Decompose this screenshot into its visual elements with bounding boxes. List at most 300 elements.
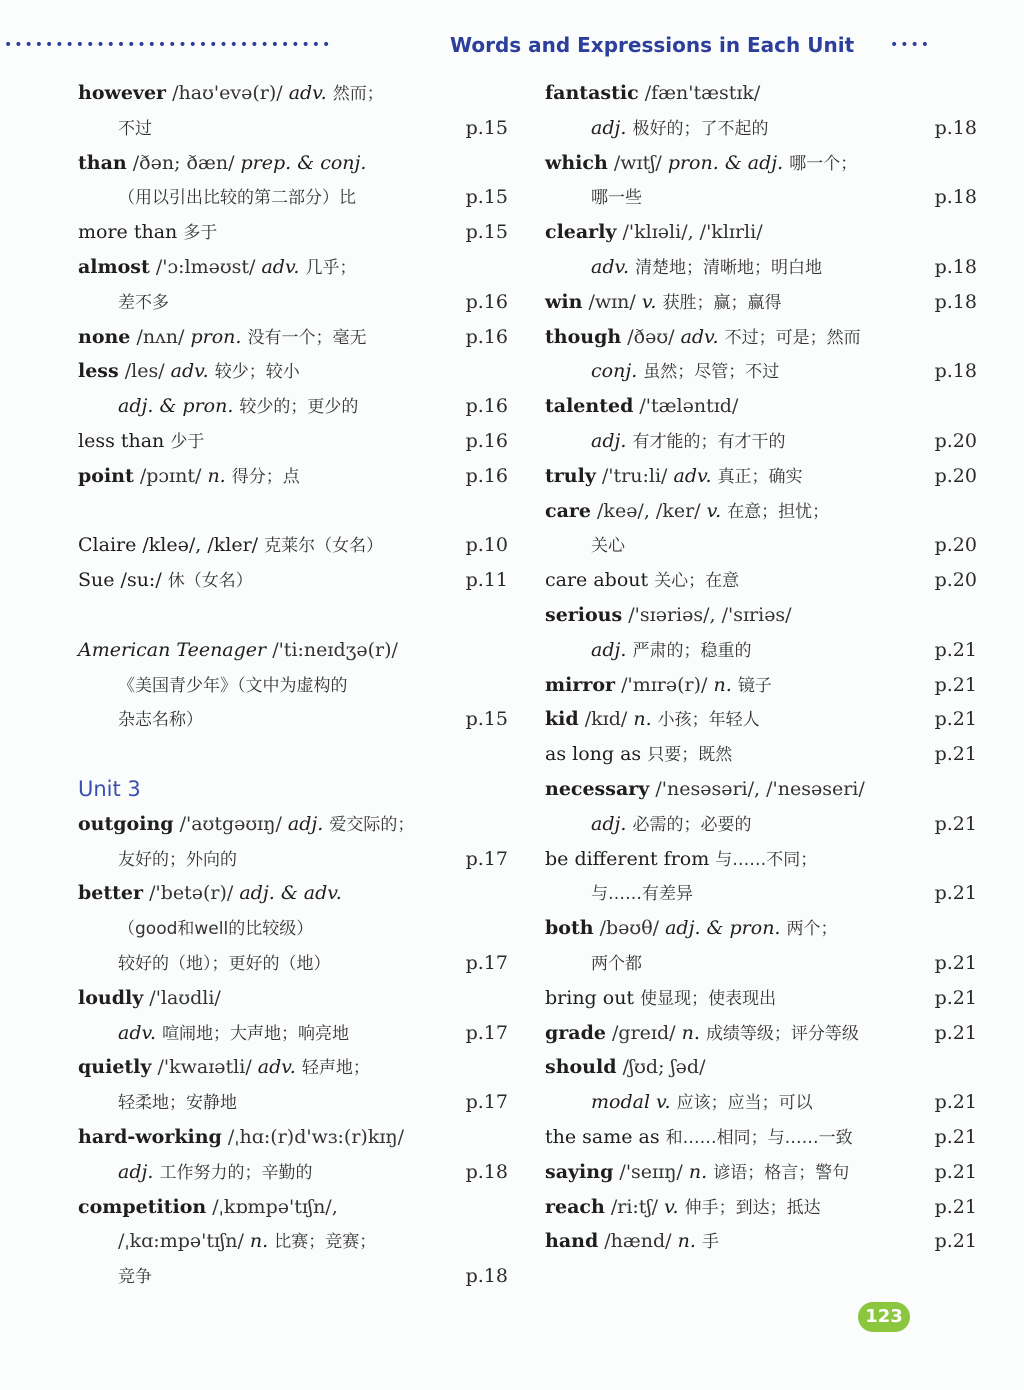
part-of-speech: n. [633,708,652,731]
definition: 与……不同； [715,849,818,870]
phonetic: /kɪd/ [584,708,628,731]
definition: 关心；在意 [654,571,740,592]
entry-text [78,807,414,843]
vocab-entry [545,459,985,494]
definition: 只要；既然 [647,745,733,766]
page-reference: p.21 [934,1160,977,1183]
page-reference: p.16 [465,464,508,487]
definition: 不过；可是；然而 [724,327,861,348]
definition: 工作努力的；辛勤的 [159,1162,313,1183]
headword: though [545,325,622,348]
entry-text [545,215,763,250]
entry-continuation [545,946,985,981]
header-dotted-rule-right: •••• [890,37,932,53]
definition: 哪一些 [591,188,642,209]
headword: care [545,499,591,522]
entry-text [78,389,358,425]
vocab-entry [545,494,985,529]
entry-text [545,250,822,286]
entry-text [545,459,803,495]
phonetic: /'betə(r)/ [149,882,234,905]
definition: （用以引出比较的第二部分）比 [118,188,356,209]
headword: both [545,917,594,940]
phonetic: /ˌkɒmpə'tɪʃn/, [212,1195,338,1218]
entry-text [78,946,331,982]
page-reference: p.21 [934,1091,977,1114]
headword: win [545,290,583,313]
phrase: be different from [545,847,710,870]
definition: 竞争 [118,1267,152,1288]
definition: 两个； [786,919,838,940]
vocab-entry [545,702,985,737]
phonetic: /pɔɪnt/ [139,464,202,487]
entry-text [545,807,751,843]
entry-text [545,320,861,356]
part-of-speech: n. [688,1160,708,1183]
vocab-entry [545,320,985,355]
vocab-entry [545,772,985,807]
entry-text [78,111,152,147]
vocab-entry [545,1016,985,1051]
phonetic: /'ti:neɪdʒə(r)/ [272,638,398,661]
entry-text [545,1120,853,1156]
definition: 虽然；尽管；不过 [643,362,780,383]
definition: 小孩；年轻人 [657,710,760,731]
page-reference: p.18 [934,360,977,383]
vocab-entry [78,76,518,111]
page-reference: p.18 [934,116,977,139]
part-of-speech: adv. [170,360,209,383]
page-reference: p.11 [465,569,508,592]
entry-continuation [78,1224,518,1259]
entry-text [545,528,625,564]
page-reference: p.21 [934,1125,977,1148]
phonetic: /fæn'tæstɪk/ [644,82,761,104]
entry-continuation [78,1016,518,1051]
entry-continuation [78,842,518,877]
page-reference: p.21 [934,638,977,661]
entry-text [545,772,865,807]
header-title: Words and Expressions in Each Unit [450,33,855,57]
phonetic: /greɪd/ [612,1021,676,1044]
part-of-speech: adv. [257,1056,296,1079]
headword: should [545,1056,617,1079]
part-of-speech: v. [641,290,657,313]
vocab-entry [545,842,985,877]
page-reference: p.16 [465,325,508,348]
entry-text [78,911,313,947]
definition: 《美国青少年》（文中为虚构的 [118,675,348,696]
part-of-speech: adv. [591,255,630,278]
vocab-entry [78,215,518,250]
page-reference: p.20 [934,534,977,557]
entry-text [78,76,384,112]
vocab-entry [78,633,518,668]
definition: 手 [701,1232,719,1253]
entry-continuation [78,1155,518,1190]
phrase: less than [78,429,165,452]
entry-text [78,981,221,1016]
headword: better [78,882,144,905]
headword: reach [545,1195,605,1218]
entry-text [78,354,300,390]
part-of-speech: adj. [287,812,324,835]
vocab-entry [545,1120,985,1155]
header-dotted-rule-left: •••••••••••••••••••••••••••••••• [4,37,333,53]
entry-text [545,1190,821,1226]
right-column [545,76,985,1259]
page-reference: p.21 [934,673,977,696]
headword: kid [545,708,579,731]
entry-continuation [545,250,985,285]
entry-continuation [545,354,985,389]
part-of-speech: n. [677,1230,696,1253]
definition: 得分；点 [231,466,300,487]
headword: loudly [78,986,144,1009]
part-of-speech: adv. [261,255,300,278]
definition: 严肃的；稳重的 [632,640,752,661]
headword: quietly [78,1056,152,1079]
vocab-entry [78,146,518,181]
definition: 清楚地；清晰地；明白地 [635,257,823,278]
part-of-speech: adj. & pron. [665,917,781,940]
definition: 休（女名） [167,571,253,592]
entry-continuation [78,1259,518,1294]
page-reference: p.18 [934,290,977,313]
vocab-entry [78,981,518,1016]
page-reference: p.18 [934,255,977,278]
vocab-entry [78,528,518,563]
entry-continuation [545,633,985,668]
entry-continuation [78,911,518,946]
entry-continuation [545,807,985,842]
part-of-speech: adv. [673,464,712,487]
vocab-entry [78,1050,518,1085]
headword: point [78,464,134,487]
entry-text [545,598,792,633]
entry-text [78,876,342,911]
page-reference: p.21 [934,986,977,1009]
entry-text [545,1224,719,1260]
headword: almost [78,255,150,278]
definition: 关心 [591,536,625,557]
definition: 应该；应当；可以 [676,1093,813,1114]
entry-continuation [78,668,518,703]
vocab-entry [545,563,985,598]
phonetic: /hænd/ [604,1230,672,1253]
part-of-speech: adj. [591,116,627,139]
headword: hand [545,1230,599,1253]
entry-text [78,285,169,321]
phonetic: /keə/, /ker/ [597,499,701,522]
entry-text [545,737,732,773]
entry-continuation [78,946,518,981]
phrase: as long as [545,743,642,766]
definition: 多于 [183,223,218,244]
entry-text [545,494,829,530]
entry-text [78,633,398,668]
section-spacer [78,494,518,529]
page-reference: p.21 [934,1021,977,1044]
definition: 比赛；竞赛； [274,1232,377,1253]
definition: 没有一个；毫无 [247,327,367,348]
page-reference: p.15 [465,116,508,139]
entry-continuation [545,180,985,215]
part-of-speech: adj. [591,812,627,835]
phonetic: /ri:tʃ/ [610,1195,659,1218]
page-reference: p.17 [465,847,508,870]
page-reference: p.21 [934,1195,977,1218]
page-reference: p.16 [465,395,508,418]
entry-text [545,1155,849,1191]
part-of-speech: n. [249,1230,269,1253]
vocab-entry [545,737,985,772]
phonetic: /'tru:li/ [601,464,668,487]
entry-text [545,668,772,704]
part-of-speech: adj. [118,1160,154,1183]
part-of-speech: adv. [680,325,719,348]
definition: 两个都 [591,953,642,974]
part-of-speech: adj. & adv. [239,882,342,905]
phonetic: /'mɪrə(r)/ [621,673,708,696]
phonetic: /'sɪəriəs/, /'sɪriəs/ [628,603,792,626]
phonetic: /ˌhɑ:(r)d'wɜ:(r)kɪŋ/ [227,1125,405,1148]
definition: 必需的；必要的 [632,814,752,835]
page-reference: p.20 [934,569,977,592]
entry-continuation [78,1085,518,1120]
entry-text [78,1085,237,1121]
entry-text [78,459,300,495]
phonetic: /ʃʊd; ʃəd/ [622,1056,706,1079]
headword: than [78,151,127,174]
entry-text [545,180,642,216]
entry-text [78,1016,349,1052]
vocab-entry [545,146,985,181]
entry-text [78,1120,404,1155]
vocab-entry [78,807,518,842]
definition: 杂志名称） [118,710,203,731]
entry-continuation [545,876,985,911]
phrase: more than [78,221,178,244]
definition: 极好的；了不起的 [632,118,769,139]
entry-text [545,76,760,111]
vocab-entry [545,911,985,946]
entry-text [545,111,768,147]
entry-text [545,1016,859,1052]
entry-text [545,702,760,738]
phonetic: /bəʊθ/ [599,917,660,940]
part-of-speech: n. [681,1021,700,1044]
definition: 较少的；更少的 [239,397,359,418]
definition: 克莱尔（女名） [264,536,384,557]
vocab-entry [78,1190,518,1225]
definition: 几乎； [305,257,357,278]
definition: 哪一个； [789,153,858,174]
definition: 较好的（地）；更好的（地） [118,953,331,974]
page-reference: p.15 [465,186,508,209]
page-reference: p.21 [934,812,977,835]
page-reference: p.16 [465,429,508,452]
entry-text [545,1085,813,1121]
entry-text [545,146,857,182]
definition: 差不多 [118,292,169,313]
entry-text [78,702,203,738]
part-of-speech: pron. [190,325,242,348]
vocab-entry [78,459,518,494]
definition: 使显现；使表现出 [640,988,777,1009]
headword: however [78,82,167,104]
entry-text [78,1224,376,1260]
entry-continuation [78,389,518,424]
vocab-entry [545,215,985,250]
entry-text [545,911,838,947]
part-of-speech: v. [706,499,722,522]
part-of-speech: adj. [591,429,627,452]
headword: saying [545,1160,614,1183]
part-of-speech: adj. [591,638,627,661]
headword: which [545,151,608,174]
page-reference: p.18 [465,1160,508,1183]
vocab-entry [545,285,985,320]
entry-text [545,842,817,878]
entry-text [545,354,779,390]
entry-continuation [545,1085,985,1120]
entry-continuation [78,285,518,320]
page-reference: p.21 [934,882,977,905]
vocab-entry [78,424,518,459]
part-of-speech: adj. & pron. [118,395,234,418]
entry-text [78,1050,370,1086]
page-reference: p.18 [934,186,977,209]
phrase: Sue /su:/ [78,569,162,592]
entry-text [78,528,383,564]
entry-continuation [545,528,985,563]
entry-text [545,946,642,982]
phonetic: /les/ [124,360,165,383]
definition: 镜子 [737,675,772,696]
entry-text [78,563,253,599]
page-reference: p.18 [465,1265,508,1288]
definition: 成绩等级；评分等级 [705,1023,859,1044]
phonetic: /'aʊtgəʊɪŋ/ [179,812,282,835]
page-header [0,28,1024,62]
part-of-speech: v. [664,1195,679,1218]
vocab-entry [545,1155,985,1190]
headword: outgoing [78,812,174,835]
page-reference: p.17 [465,1091,508,1114]
vocab-entry [545,981,985,1016]
vocab-entry [545,668,985,703]
entry-text [78,215,217,251]
phrase: the same as [545,1125,660,1148]
vocab-entry [78,563,518,598]
page-number-badge: 123 [858,1302,910,1332]
page-reference: p.20 [934,464,977,487]
headword: mirror [545,673,616,696]
entry-text [545,1050,705,1085]
definition: 有才能的；有才干的 [632,431,786,452]
entry-text [78,1259,152,1295]
vocab-entry [545,1190,985,1225]
vocab-entry [78,876,518,911]
phonetic: /'ɔ:lməʊst/ [155,255,256,278]
definition: 少于 [170,431,205,452]
page-reference: p.16 [465,290,508,313]
page-reference: p.15 [465,221,508,244]
part-of-speech: n. [207,464,226,487]
proper-noun: American Teenager [78,638,267,661]
headword: competition [78,1195,207,1218]
vocab-entry [78,354,518,389]
left-column [78,76,518,1294]
page-reference: p.21 [934,743,977,766]
page-reference: p.10 [465,534,508,557]
page-reference: p.15 [465,708,508,731]
phonetic: /'klɪəli/, /'klɪrli/ [622,221,763,244]
entry-text [545,876,693,912]
vocab-entry [545,389,985,424]
definition: 爱交际的； [329,814,415,835]
entry-continuation [78,111,518,146]
definition: 与……有差异 [591,884,693,905]
page-reference: p.21 [934,1230,977,1253]
part-of-speech: modal v. [591,1091,671,1114]
phrase: bring out [545,986,635,1009]
phonetic: /nʌn/ [136,325,185,348]
entry-text [78,250,357,286]
headword: grade [545,1021,606,1044]
vocab-entry [545,598,985,633]
entry-text [545,563,739,599]
entry-text [78,842,237,878]
definition: 谚语；格言；警句 [713,1162,850,1183]
phonetic: /wɪn/ [588,290,636,313]
definition: 较少；较小 [214,362,300,383]
entry-text [78,424,204,460]
part-of-speech: prep. & conj. [240,151,367,174]
definition: 友好的；外向的 [118,849,237,870]
phonetic: /'laʊdli/ [149,986,221,1009]
entry-text [78,180,356,216]
phrase: Claire /kleə/, /kler/ [78,534,259,557]
part-of-speech: n. [713,673,732,696]
entry-text [78,320,367,356]
vocab-entry [78,250,518,285]
entry-text [545,285,781,321]
part-of-speech: adv. [288,82,327,104]
phonetic: /wɪtʃ/ [613,151,662,174]
vocab-entry [545,1224,985,1259]
headword: clearly [545,221,617,244]
page-reference: p.21 [934,708,977,731]
section-spacer [78,598,518,633]
vocab-entry [78,320,518,355]
definition: 伸手；到达；抵达 [684,1197,821,1218]
definition: 然而； [332,84,384,104]
definition: 真正；确实 [717,466,803,487]
headword: serious [545,603,623,626]
vocab-entry [545,76,985,111]
entry-text [545,981,776,1017]
entry-text [78,668,348,704]
phonetic: /ˌkɑ:mpə'tɪʃn/ [118,1230,244,1253]
phonetic: /'kwaɪətli/ [157,1056,252,1079]
entry-text [545,424,785,460]
headword: truly [545,464,596,487]
definition: 喧闹地；大声地；响亮地 [162,1023,350,1044]
entry-text [78,1155,312,1191]
entry-continuation [545,111,985,146]
